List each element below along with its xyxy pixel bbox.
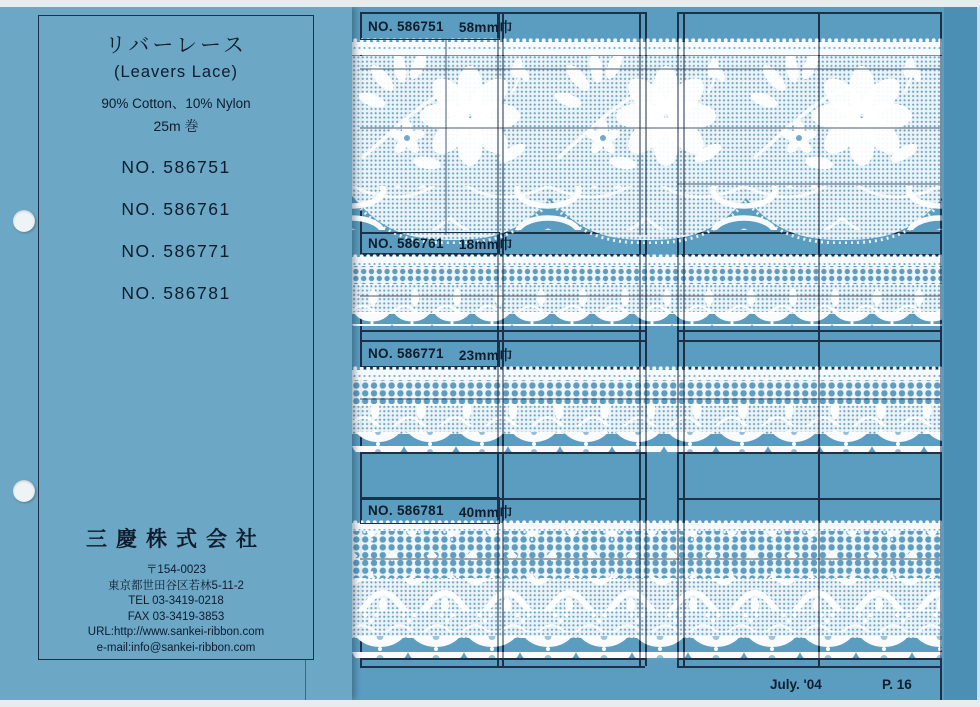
scan-edge-top [0,0,980,7]
product-number-2: NO. 586761 [121,199,231,219]
lace-sample-23mm [352,366,942,456]
sample-width: 23mm巾 [458,347,513,363]
grid-line [683,366,685,454]
grid-line [818,366,820,454]
grid-line [818,254,820,328]
grid-line [360,330,645,332]
grid-line [940,38,942,235]
grid-line [677,254,679,328]
grid-line [502,366,504,454]
email-address: e-mail:info@sankei-ribbon.com [96,641,256,654]
sample-label-586781 [360,497,513,524]
grid-line [645,254,647,328]
product-number-3: NO. 586771 [121,241,231,261]
punch-hole-top [13,210,35,232]
product-title-japanese: リバーレース [105,34,247,57]
grid-line [683,520,685,658]
sample-label-586761 [360,232,513,254]
grid-line [645,520,647,658]
lace-sample-18mm [352,254,942,330]
grid-line [497,520,499,658]
fax-number: FAX 03-3419-3853 [127,610,225,623]
grid-line [677,330,940,332]
grid-line [360,127,940,129]
grid-line [639,366,641,454]
grid-line [497,366,499,454]
grid-line [639,520,641,658]
grid-line [360,68,940,70]
grid-line [940,520,942,658]
grid-line [677,366,679,454]
company-address-block [38,563,314,656]
footer-page-number: P. 16 [882,677,912,692]
grid-line [940,254,942,328]
grid-line [502,254,504,328]
grid-line [497,254,499,328]
grid-line [683,254,685,328]
website-url: URL:http://www.sankei-ribbon.com [87,626,265,638]
grid-line [360,558,940,560]
footer-date: July. '04 [770,677,822,692]
fiber-composition: 90% Cotton、10% Nylon [101,96,251,111]
sample-number: NO. 586781 [368,503,444,518]
sample-number: NO. 586751 [368,18,444,34]
sample-width: 40mm巾 [458,504,513,520]
sample-label-586771 [360,340,513,367]
sample-width: 18mm巾 [458,237,513,252]
grid-line [360,666,645,668]
punch-hole-bottom [13,480,35,502]
grid-line [360,398,940,400]
grid-line [502,520,504,658]
sample-number: NO. 586761 [368,235,444,251]
phone-number: TEL 03-3419-0218 [128,595,224,607]
grid-line [677,666,940,668]
grid-line [677,12,940,14]
sample-mount-page [352,7,980,700]
grid-line [645,366,647,454]
lace-sample-40mm [352,520,942,660]
put-up-length: 25m 巻 [153,118,199,134]
product-title-english: (Leavers Lace) [113,63,239,81]
sample-label-586751 [360,12,513,40]
page-edge-shadow [944,7,977,700]
sample-number: NO. 586771 [368,346,444,361]
grid-line [360,295,940,297]
street-address: 東京都世田谷区若林5-11-2 [108,579,244,592]
grid-line [677,498,940,500]
grid-line [818,520,820,658]
cover-card [0,7,352,700]
product-number-1: NO. 586751 [121,157,231,177]
grid-line [639,254,641,328]
grid-line [677,183,940,185]
sample-width: 58mm巾 [458,20,513,35]
postal-code: 〒154-0023 [145,564,207,576]
product-number-4: NO. 586781 [121,283,231,303]
scan-edge-bottom [0,700,980,707]
grid-line [677,340,940,342]
company-name: 三慶株式会社 [86,528,266,551]
grid-line [677,520,679,658]
grid-line [940,366,942,454]
